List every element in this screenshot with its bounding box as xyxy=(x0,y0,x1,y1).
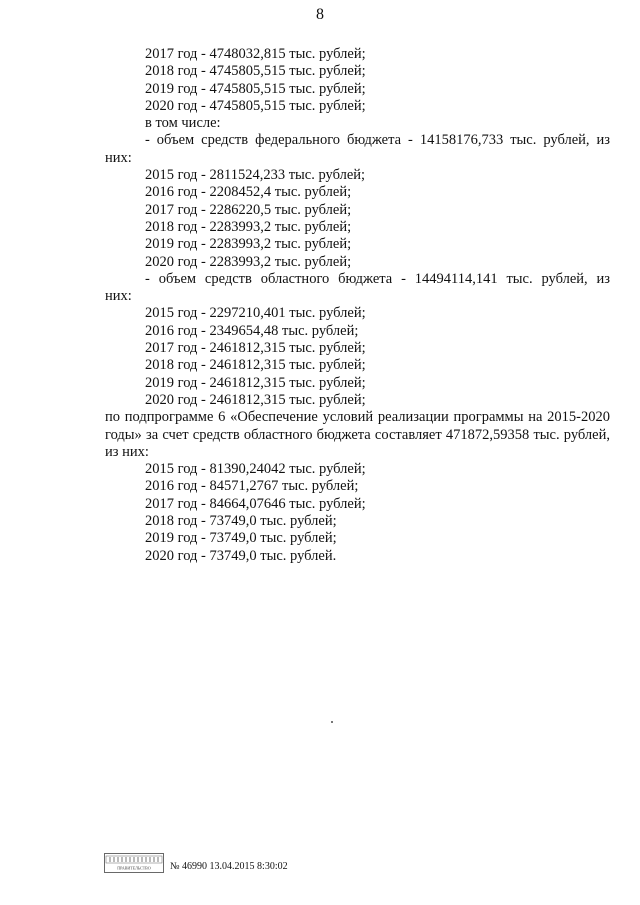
text-line: 2017 год - 2286220,5 тыс. рублей; xyxy=(145,201,352,218)
government-stamp-logo xyxy=(104,853,164,873)
text-line: в том числе: xyxy=(145,115,221,132)
text-line: 2017 год - 4748032,815 тыс. рублей; xyxy=(145,46,366,62)
registration-number: № 46990 13.04.2015 8:30:02 xyxy=(170,861,288,872)
text-line: 2020 год - 2283993,2 тыс. рублей; xyxy=(145,253,352,270)
text-line: 2018 год - 4745805,515 тыс. рублей; xyxy=(145,63,366,80)
text-line: 2015 год - 81390,24042 тыс. рублей; xyxy=(145,461,366,478)
subprogram-paragraph: по подпрограмме 6 «Обеспечение условий реализации программы на 2015-2020 годы» за счет средств областного бюджета составляет 471872,59358 тыс. рублей, из них: xyxy=(105,409,610,460)
text-line: 2016 год - 2349654,48 тыс. рублей; xyxy=(145,322,359,339)
document-body xyxy=(105,46,610,565)
text-line: 2019 год - 2283993,2 тыс. рублей; xyxy=(145,236,352,253)
federal-budget-intro: - объем средств федерального бюджета - 14158176,733 тыс. рублей, из xyxy=(145,132,610,149)
text-line: 2017 год - 2461812,315 тыс. рублей; xyxy=(145,340,366,357)
text-line: 2016 год - 2208452,4 тыс. рублей; xyxy=(145,184,352,201)
page-number: 8 xyxy=(316,6,324,23)
text-line: 2015 год - 2297210,401 тыс. рублей; xyxy=(145,305,366,322)
text-line: 2018 год - 73749,0 тыс. рублей; xyxy=(145,513,337,530)
regional-budget-intro: - объем средств областного бюджета - 14494114,141 тыс. рублей, из xyxy=(145,270,610,287)
stamp-label: ПРАВИТЕЛЬСТВО xyxy=(117,865,151,871)
text-line: 2020 год - 73749,0 тыс. рублей. xyxy=(145,547,337,564)
federal-budget-intro-cont: них: xyxy=(105,149,132,166)
text-line: 2019 год - 2461812,315 тыс. рублей; xyxy=(145,374,366,391)
text-line: 2019 год - 4745805,515 тыс. рублей; xyxy=(145,80,366,97)
text-line: 2016 год - 84571,2767 тыс. рублей; xyxy=(145,478,359,495)
text-line: 2019 год - 73749,0 тыс. рублей; xyxy=(145,530,337,547)
regional-budget-intro-cont: них: xyxy=(105,288,132,305)
text-line: 2017 год - 84664,07646 тыс. рублей; xyxy=(145,495,366,512)
text-line: 2020 год - 4745805,515 тыс. рублей; xyxy=(145,97,366,114)
text-line: 2015 год - 2811524,233 тыс. рублей; xyxy=(145,167,366,184)
text-line: 2018 год - 2461812,315 тыс. рублей; xyxy=(145,357,366,374)
text-line: 2018 год - 2283993,2 тыс. рублей; xyxy=(145,218,352,235)
scan-speck xyxy=(331,721,333,723)
text-line: 2020 год - 2461812,315 тыс. рублей; xyxy=(145,391,366,408)
